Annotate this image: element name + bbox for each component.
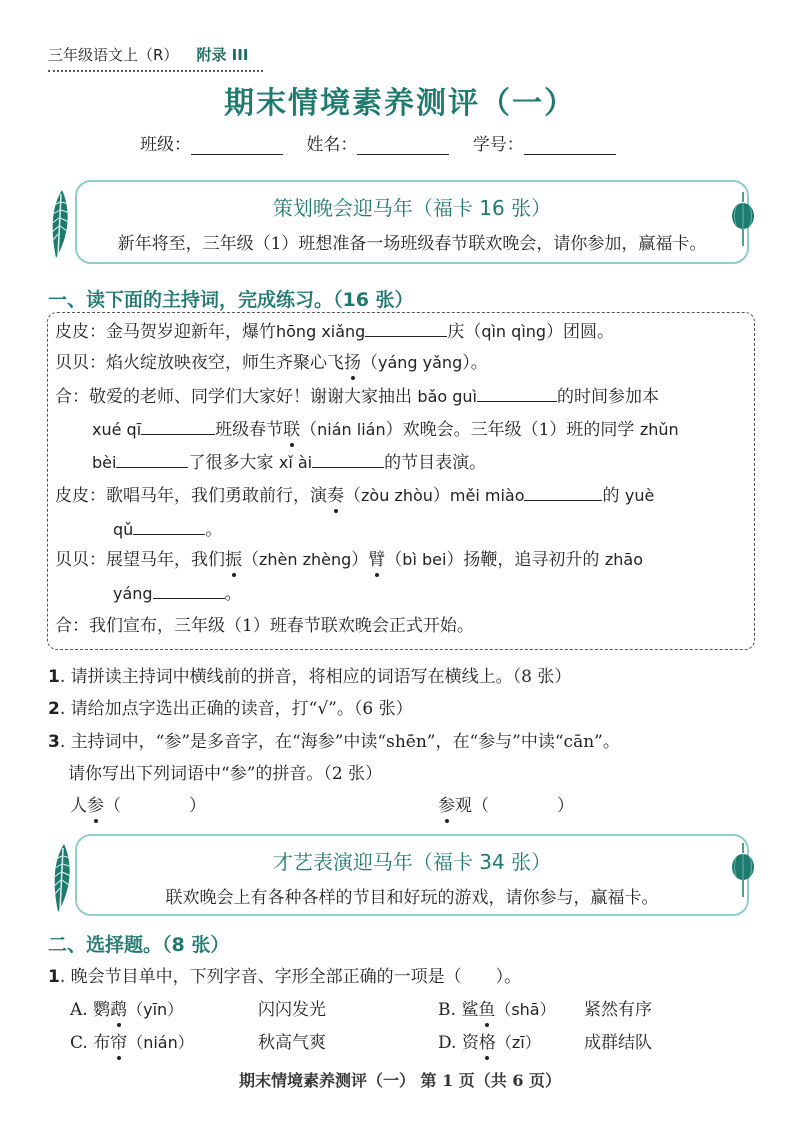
- section-one-title: 一、读下面的主持词，完成练习。（16 张）: [48, 289, 414, 311]
- dotted-char: 参: [438, 796, 455, 816]
- mc-question-stem: 1. 晚会节目单中，下列字音、字形全部正确的一项是（ ）。: [48, 967, 522, 987]
- answer-blank[interactable]: [153, 582, 225, 599]
- pinyin-answer-field[interactable]: （ ）: [472, 796, 574, 816]
- script-line: 合：我们宣布，三年级（1）班春节联欢晚会正式开始。: [55, 616, 474, 636]
- page-footer: 期末情境素养测评（一） 第 1 页（共 6 页）: [238, 1071, 562, 1090]
- option-c[interactable]: C. 布帘（nián）: [70, 1033, 194, 1053]
- dotted-char: 参: [87, 796, 104, 816]
- option-d-phrase: 成群结队: [584, 1033, 652, 1053]
- dotted-char: 格: [478, 1033, 496, 1053]
- student-info: [140, 130, 634, 155]
- question-3-word-a: 人参（ ）: [70, 796, 206, 816]
- banner-plan-party: [75, 180, 749, 264]
- answer-blank[interactable]: [133, 518, 205, 535]
- answer-blank[interactable]: [365, 320, 447, 337]
- answer-blank[interactable]: [477, 385, 557, 402]
- script-line: 皮皮：金马贺岁迎新年，爆竹hōng xiǎng 庆（qìn qìng）团圆。: [55, 322, 615, 342]
- dotted-char: 奏: [327, 486, 344, 506]
- book-header: [48, 44, 248, 65]
- script-line: qǔ 。: [113, 520, 223, 540]
- option-b-phrase: 紧然有序: [584, 1000, 652, 1020]
- dotted-char: 振: [225, 550, 242, 570]
- script-line: yáng 。: [113, 584, 242, 604]
- script-line: 合：敬爱的老师、同学们大家好！谢谢大家抽出 bǎo guì 的时间参加本: [55, 387, 659, 407]
- question-3-instruction: 请你写出下列词语中“参”的拼音。（2 张）: [68, 764, 383, 784]
- id-field[interactable]: [524, 138, 616, 155]
- class-label: 班级：: [140, 135, 191, 155]
- banner-plan-desc: 新年将至，三年级（1）班想准备一场班级春节联欢晚会，请你参加，赢福卡。: [117, 234, 707, 254]
- script-line: bèi 了很多大家 xǐ ài 的节目表演。: [92, 453, 487, 473]
- lantern-icon: [731, 192, 755, 248]
- question-3-word-b: 参观（ ）: [438, 796, 574, 816]
- dotted-char: 臂: [368, 550, 386, 570]
- option-d[interactable]: D. 资格（zī）: [438, 1033, 541, 1053]
- banner-plan-title: 策划晚会迎马年（福卡 16 张）: [272, 196, 552, 220]
- section-two-title: 二、选择题。（8 张）: [48, 934, 230, 956]
- class-field[interactable]: [191, 138, 283, 155]
- answer-blank[interactable]: [141, 418, 215, 435]
- script-line: xué qī 班级春节联（nián lián）欢晚会。三年级（1）班的同学 zhǔn: [92, 420, 679, 440]
- script-line: 贝贝：焰火绽放映夜空，师生齐聚心飞扬（yáng yǎng）。: [55, 353, 488, 373]
- banner-talent-desc: 联欢晚会上有各种各样的节目和好玩的游戏，请你参与，赢福卡。: [165, 888, 659, 908]
- appendix-label: 附录 III: [196, 46, 249, 64]
- option-c-phrase: 秋高气爽: [258, 1033, 326, 1053]
- leaf-decoration-icon: [48, 842, 78, 914]
- dotted-char: 联: [283, 420, 301, 440]
- name-field[interactable]: [357, 138, 449, 155]
- page-title: 期末情境素养测评（一）: [224, 86, 576, 121]
- answer-blank[interactable]: [116, 451, 188, 468]
- banner-talent-title: 才艺表演迎马年（福卡 34 张）: [272, 850, 552, 874]
- pinyin-answer-field[interactable]: （ ）: [104, 796, 206, 816]
- option-a[interactable]: A. 鹦鹉（yīn）: [70, 1000, 184, 1020]
- dotted-char: 扬: [344, 353, 361, 373]
- dotted-char: 鹉: [110, 1000, 128, 1020]
- book-label: 三年级语文上（R）: [48, 46, 179, 64]
- question-1: 1. 请拼读主持词中横线前的拼音，将相应的词语写在横线上。（8 张）: [48, 667, 572, 687]
- question-3: 3. 主持词中，“参”是多音字，在“海参”中读“shēn”，在“参与”中读“cān”。: [48, 732, 620, 752]
- answer-blank[interactable]: [524, 484, 602, 501]
- option-a-phrase: 闪闪发光: [258, 1000, 326, 1020]
- banner-talent-show: [75, 834, 749, 916]
- question-2: 2. 请给加点字选出正确的读音，打“√”。（6 张）: [48, 699, 413, 719]
- dotted-char: 帘: [110, 1033, 128, 1053]
- name-label: 姓名：: [306, 135, 358, 155]
- leaf-decoration-icon: [46, 188, 76, 260]
- script-line: 贝贝：展望马年，我们振（zhèn zhèng）臂（bì bei）扬鞭，追寻初升的 zhāo: [55, 550, 643, 570]
- dotted-char: 鱼: [478, 1000, 496, 1020]
- option-b[interactable]: B. 鲨鱼（shā）: [438, 1000, 556, 1020]
- answer-blank[interactable]: [312, 451, 384, 468]
- script-line: 皮皮：歌唱马年，我们勇敢前行，演奏（zòu zhòu）měi miào 的 yuè: [55, 486, 655, 506]
- id-label: 学号：: [472, 135, 524, 155]
- lantern-icon: [731, 843, 755, 899]
- header-divider: [48, 70, 263, 72]
